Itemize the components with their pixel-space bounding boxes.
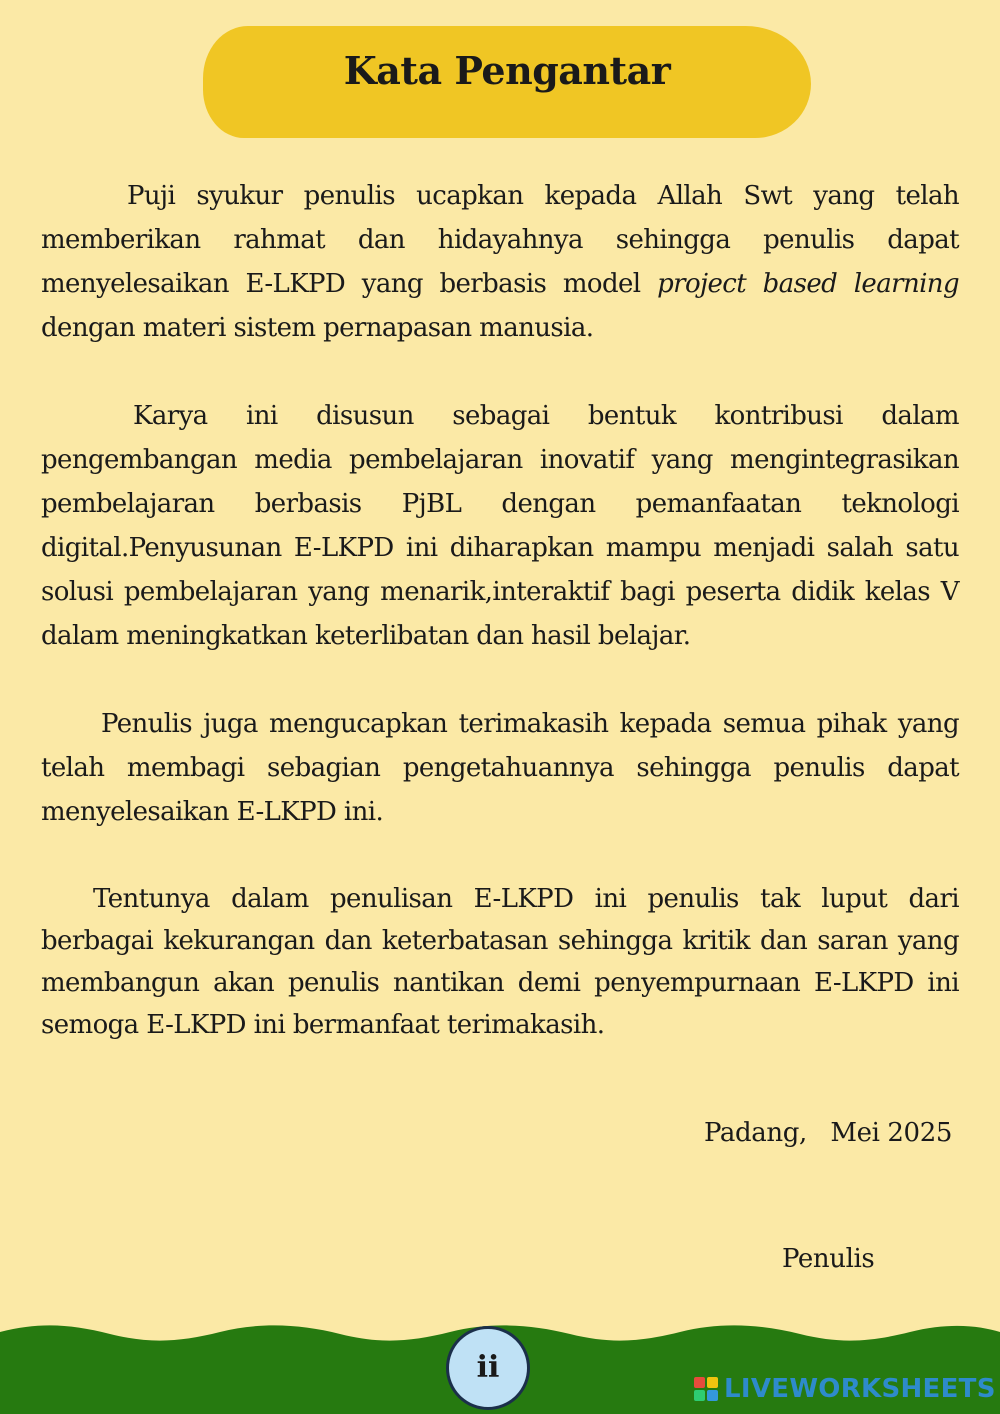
paragraph-3: Penulis juga mengucapkan terimakasih kepada semua pihak yang telah membagi sebagian pengetahuannya sehingga penulis dapat menyelesaikan E-LKPD ini.	[41, 709, 959, 827]
signer-name: Penulis	[782, 1244, 875, 1274]
paragraph-1-text-end: dengan materi sistem pernapasan manusia.	[41, 313, 594, 343]
paragraph-1-text: Puji syukur penulis ucapkan kepada Allah Swt yang telah memberikan rahmat dan hidayahnya sehingga penulis dapat menyelesaikan E-LKPD yang berbasis model	[41, 181, 959, 299]
date-line: Padang, Mei 2025	[704, 1118, 952, 1148]
paragraph-4: Tentunya dalam penulisan E-LKPD ini penulis tak luput dari berbagai kekurangan dan keterbatasan sehingga kritik dan saran yang membangun akan penulis nantikan demi penyempurnaan E-LKPD ini semoga E-LKPD ini bermanfaat terimakasih.	[41, 884, 959, 1040]
body-text	[41, 174, 959, 1046]
liveworksheets-icon	[694, 1377, 718, 1401]
paragraph-1	[41, 174, 959, 350]
paragraph-2: Karya ini disusun sebagai bentuk kontribusi dalam pengembangan media pembelajaran inovatif yang mengintegrasikan pembelajaran berbasis PjBL dengan pemanfaatan teknologi digital.Penyusunan E-LKPD ini diharapkan mampu menjadi salah satu solusi pembelajaran yang menarik,interaktif bagi peserta didik kelas V dalam meningkatkan keterlibatan dan hasil belajar.	[41, 401, 959, 651]
paragraph-1-italic: project based learning	[657, 269, 959, 299]
page-number: ii	[446, 1326, 530, 1410]
liveworksheets-logo	[694, 1374, 996, 1404]
brand-text: LIVEWORKSHEETS	[724, 1374, 996, 1404]
page-title: Kata Pengantar	[343, 48, 671, 93]
